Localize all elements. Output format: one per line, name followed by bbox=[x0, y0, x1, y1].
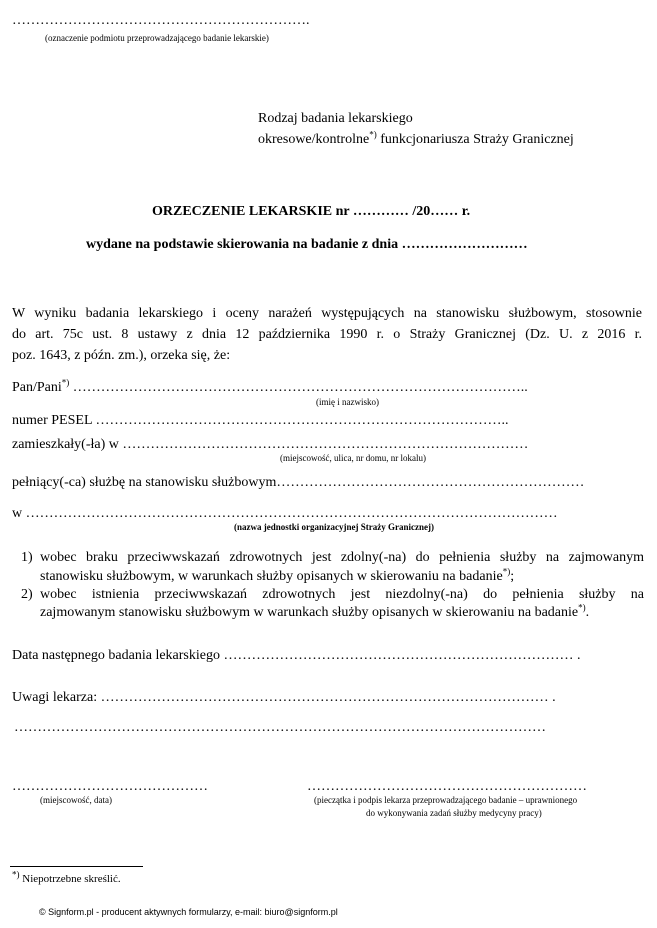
address-label: zamieszkały(-ła) w bbox=[12, 437, 123, 452]
pesel-label: numer PESEL bbox=[12, 413, 96, 428]
place-date-dots[interactable]: …………………………………… bbox=[12, 779, 208, 794]
intro-line-3: poz. 1643, z późn. zm.), orzeka się, że: bbox=[12, 348, 231, 363]
name-dots[interactable]: …………………………………………………………………………………….. bbox=[69, 380, 528, 395]
remarks-dots-1[interactable]: …………………………………………………………………………………… . bbox=[100, 690, 556, 705]
footnote bbox=[12, 869, 121, 886]
intro-line-1: W wyniku badania lekarskiego i oceny narażeń występujących na stanowisku służbowym, stosownie bbox=[12, 306, 642, 321]
position-field[interactable] bbox=[12, 474, 584, 491]
exam-type-choice[interactable]: okresowe/kontrolne bbox=[258, 132, 370, 147]
entity-dots[interactable]: ………………………………………………………. bbox=[12, 13, 310, 28]
next-exam-field[interactable] bbox=[12, 647, 580, 664]
exam-type-subject: funkcjonariusza Straży Granicznej bbox=[376, 132, 574, 147]
unit-dots[interactable]: …………………………………………………………………………………………………… bbox=[25, 506, 558, 521]
name-caption: (imię i nazwisko) bbox=[316, 397, 379, 407]
item-1-line-2-wrap[interactable] bbox=[40, 568, 514, 585]
unit-label: w bbox=[12, 506, 26, 521]
item-1-line-1[interactable]: wobec braku przeciwwskazań zdrowotnych jest zdolny(-na) do pełnienia służby na zajmowanym bbox=[40, 550, 644, 565]
item-2-line-2-wrap[interactable] bbox=[40, 604, 589, 621]
next-exam-label: Data następnego badania lekarskiego bbox=[12, 648, 224, 663]
footnote-marker: *) bbox=[502, 566, 511, 577]
place-date-caption: (miejscowość, data) bbox=[40, 795, 112, 805]
doctor-signature-caption-1: (pieczątka i podpis lekarza przeprowadzającego badanie – uprawnionego bbox=[314, 795, 578, 805]
pesel-dots[interactable]: …………………………………………………………………………….. bbox=[95, 413, 509, 428]
unit-caption: (nazwa jednostki organizacyjnej Straży Granicznej) bbox=[234, 522, 434, 532]
name-label: Pan/Pani bbox=[12, 380, 62, 395]
address-field[interactable] bbox=[12, 436, 528, 453]
address-dots[interactable]: …………………………………………………………………………… bbox=[122, 437, 529, 452]
item-1-number: 1) bbox=[21, 550, 33, 565]
position-dots[interactable]: ………………………………………………………… bbox=[276, 475, 585, 490]
document-title: ORZECZENIE LEKARSKIE nr ………… /20…… r. bbox=[152, 204, 471, 219]
exam-type-label: Rodzaj badania lekarskiego bbox=[258, 111, 413, 126]
footnote-marker: *) bbox=[578, 602, 586, 613]
doctor-signature-caption-2: do wykonywania zadań służby medycyny pracy) bbox=[366, 808, 542, 818]
item-2-line-1[interactable]: wobec istnienia przeciwwskazań zdrowotnych jest niezdolny(-na) do pełnienia służby na bbox=[40, 587, 644, 602]
remarks-field[interactable] bbox=[12, 689, 556, 706]
remarks-dots-2[interactable]: …………………………………………………………………………………………………… bbox=[14, 720, 546, 735]
intro-line-2: do art. 75c ust. 8 ustawy z dnia 12 października 1990 r. o Straży Granicznej (Dz. U. z 2016 r. bbox=[12, 327, 642, 342]
footer-credit: © Signform.pl - producent aktywnych formularzy, e-mail: biuro@signform.pl bbox=[39, 907, 338, 917]
doctor-signature-dots[interactable]: …………………………………………………… bbox=[307, 779, 587, 794]
document-subtitle: wydane na podstawie skierowania na badanie z dnia ……………………… bbox=[86, 237, 528, 252]
item-1-tail: ; bbox=[510, 569, 515, 584]
footnote-text: Niepotrzebne skreślić. bbox=[19, 873, 121, 885]
footnote-divider bbox=[10, 866, 143, 867]
item-1-line-2: stanowisku służbowym, w warunkach służby opisanych w skierowaniu na badanie bbox=[40, 569, 503, 584]
footnote-marker: *) bbox=[369, 129, 377, 140]
item-2-number: 2) bbox=[21, 587, 33, 602]
next-exam-dots[interactable]: ………………………………………………………………… . bbox=[223, 648, 581, 663]
item-2-tail: . bbox=[585, 605, 590, 620]
unit-field[interactable] bbox=[12, 505, 558, 522]
footnote-marker: *) bbox=[61, 377, 70, 388]
footnote-marker: *) bbox=[12, 869, 20, 880]
position-label: pełniący(-ca) służbę na stanowisku służbowym bbox=[12, 475, 277, 490]
pesel-field[interactable] bbox=[12, 412, 508, 429]
entity-caption: (oznaczenie podmiotu przeprowadzającego badanie lekarskie) bbox=[45, 33, 269, 43]
exam-type-options bbox=[258, 131, 574, 148]
item-2-line-2: zajmowanym stanowisku służbowym w warunkach służby opisanych w skierowaniu na badanie bbox=[40, 605, 579, 620]
address-caption: (miejscowość, ulica, nr domu, nr lokalu) bbox=[280, 453, 426, 463]
remarks-label: Uwagi lekarza: bbox=[12, 690, 101, 705]
name-field[interactable] bbox=[12, 379, 528, 396]
